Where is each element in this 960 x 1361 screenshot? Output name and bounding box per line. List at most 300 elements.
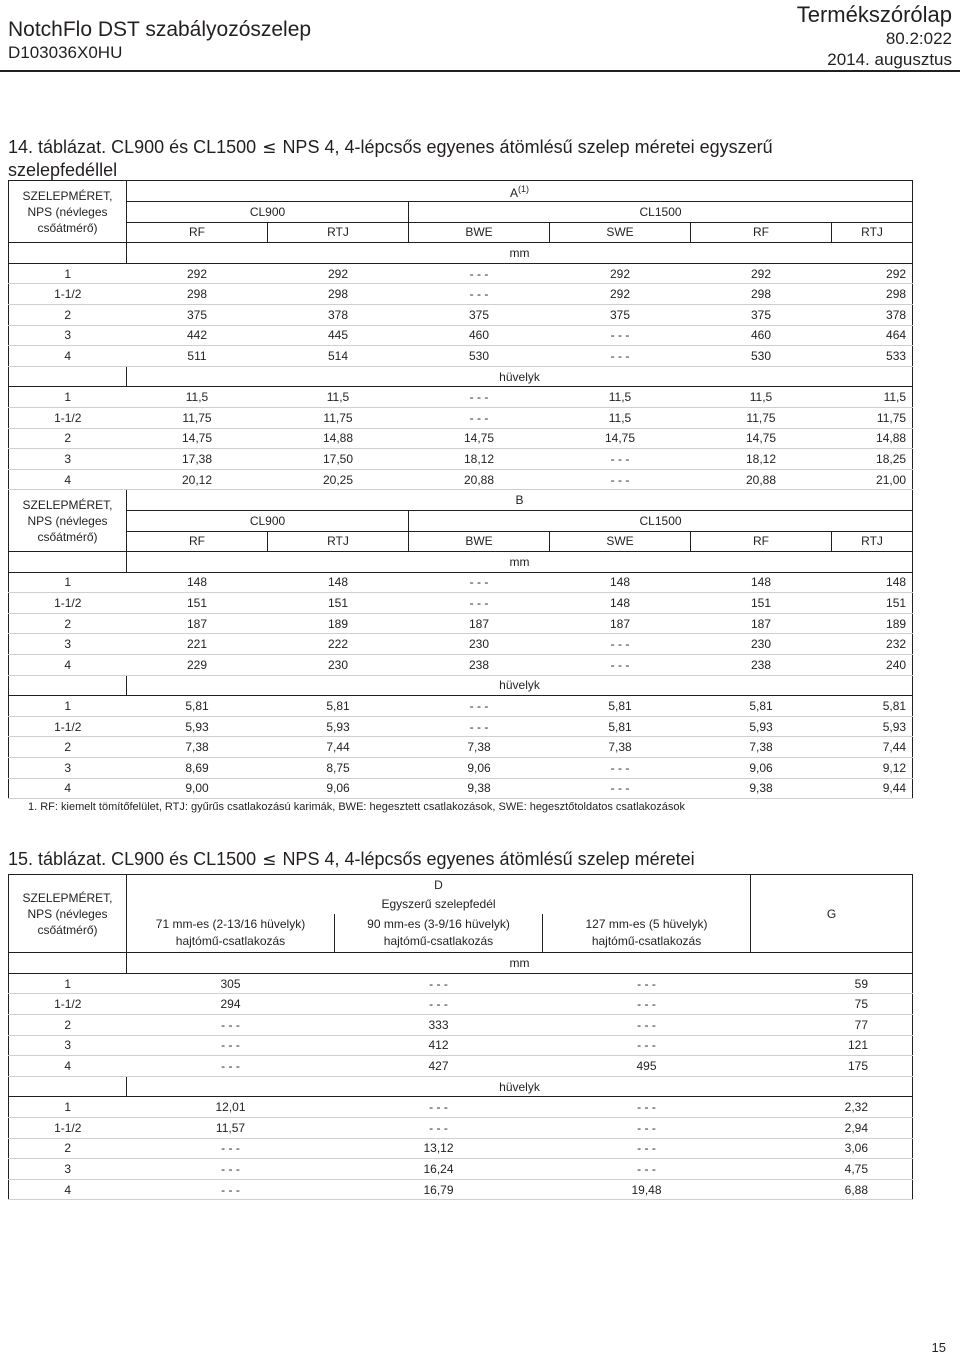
column-header-rf: RF (691, 531, 832, 552)
value-cell: 13,12 (335, 1138, 543, 1159)
table-row (9, 325, 913, 346)
blank-cell (9, 1076, 127, 1097)
column-header-rf: RF (127, 531, 268, 552)
document-type: Termékszórólap (796, 2, 952, 27)
value-cell: 148 (550, 572, 691, 593)
value-cell: 9,06 (691, 758, 832, 779)
column-header-line: hajtómű-csatlakozás (175, 934, 286, 949)
value-cell: 189 (832, 613, 913, 634)
value-cell: 11,5 (832, 387, 913, 408)
column-header-bwe: BWE (409, 222, 550, 243)
value-cell: - - - (550, 634, 691, 655)
table-row (9, 994, 913, 1015)
less-equal-symbol: ≤ (262, 850, 277, 870)
value-cell: 20,88 (409, 469, 550, 490)
value-cell: - - - (409, 572, 550, 593)
value-cell: 4,75 (751, 1159, 913, 1180)
value-cell: 427 (335, 1056, 543, 1077)
value-cell: 298 (691, 284, 832, 305)
document-header-right (797, 2, 952, 70)
dimension-d-label: D (127, 875, 751, 895)
value-cell: - - - (543, 1159, 751, 1180)
value-cell: - - - (543, 1138, 751, 1159)
table14-caption-c: szelepfedéllel (8, 160, 118, 180)
value-cell: 533 (832, 346, 913, 367)
value-cell: 18,25 (832, 449, 913, 470)
value-cell: 298 (268, 284, 409, 305)
value-cell: 19,48 (543, 1179, 751, 1200)
table14 (8, 180, 913, 799)
table-header-row (9, 875, 913, 895)
column-header-rtj: RTJ (832, 531, 913, 552)
value-cell: 495 (543, 1056, 751, 1077)
size-cell: 4 (9, 778, 127, 799)
value-cell: 3,06 (751, 1138, 913, 1159)
table15-caption (8, 848, 695, 871)
value-cell: 292 (550, 263, 691, 284)
value-cell: 187 (691, 613, 832, 634)
value-cell: 11,5 (127, 387, 268, 408)
size-cell: 2 (9, 1014, 127, 1035)
value-cell: 378 (268, 304, 409, 325)
value-cell: 375 (127, 304, 268, 325)
unit-row (9, 1076, 913, 1097)
size-cell: 2 (9, 1138, 127, 1159)
value-cell: 14,88 (268, 428, 409, 449)
table-row (9, 655, 913, 676)
value-cell: 5,81 (691, 696, 832, 717)
size-cell: 1 (9, 263, 127, 284)
value-cell: 17,50 (268, 449, 409, 470)
value-cell: 75 (751, 994, 913, 1015)
value-cell: 189 (268, 613, 409, 634)
page-number: 15 (931, 1340, 946, 1355)
value-cell: 229 (127, 655, 268, 676)
value-cell: 20,25 (268, 469, 409, 490)
value-cell: 11,5 (550, 387, 691, 408)
table-row (9, 973, 913, 994)
table-row (9, 593, 913, 614)
value-cell: 7,38 (127, 737, 268, 758)
value-cell: - - - (543, 1014, 751, 1035)
table-row (9, 634, 913, 655)
size-cell: 3 (9, 325, 127, 346)
value-cell: 14,75 (691, 428, 832, 449)
table-row (9, 1097, 913, 1118)
class-cl900-label: CL900 (127, 202, 409, 223)
value-cell: 230 (691, 634, 832, 655)
value-cell: 59 (751, 973, 913, 994)
value-cell: - - - (550, 325, 691, 346)
value-cell: 292 (691, 263, 832, 284)
dimension-label: B (127, 490, 913, 510)
size-cell: 2 (9, 737, 127, 758)
value-cell: 9,38 (691, 778, 832, 799)
value-cell: 148 (127, 572, 268, 593)
table-row (9, 1138, 913, 1159)
value-cell: - - - (409, 716, 550, 737)
value-cell: 175 (751, 1056, 913, 1077)
value-cell: - - - (550, 778, 691, 799)
value-cell: 11,5 (268, 387, 409, 408)
size-cell: 1-1/2 (9, 593, 127, 614)
value-cell: 305 (127, 973, 335, 994)
value-cell: 292 (550, 284, 691, 305)
bonnet-label: Egyszerű szelepfedél (127, 895, 751, 915)
table-row (9, 1056, 913, 1077)
size-cell: 1-1/2 (9, 716, 127, 737)
value-cell: 292 (832, 263, 913, 284)
value-cell: - - - (335, 973, 543, 994)
document-number: 80.2:022 (885, 29, 952, 48)
blank-cell (9, 675, 127, 696)
size-cell: 1-1/2 (9, 1117, 127, 1138)
value-cell: 221 (127, 634, 268, 655)
table-header-row (9, 490, 913, 510)
size-cell: 2 (9, 428, 127, 449)
value-cell: - - - (127, 1014, 335, 1035)
value-cell: 14,75 (127, 428, 268, 449)
value-cell: 11,5 (550, 407, 691, 428)
table-row (9, 1179, 913, 1200)
table-row (9, 1014, 913, 1035)
document-id: D103036X0HU (8, 43, 123, 62)
value-cell: 151 (691, 593, 832, 614)
table-class-row (9, 510, 913, 531)
value-cell: 375 (691, 304, 832, 325)
value-cell: 230 (268, 655, 409, 676)
table-row (9, 758, 913, 779)
value-cell: - - - (409, 696, 550, 717)
size-header: SZELEPMÉRET, NPS (névleges csőátmérő) (9, 490, 127, 551)
table-header-row (9, 181, 913, 202)
size-cell: 1-1/2 (9, 284, 127, 305)
value-cell: - - - (409, 407, 550, 428)
value-cell: 5,93 (268, 716, 409, 737)
value-cell: 240 (832, 655, 913, 676)
value-cell: 18,12 (409, 449, 550, 470)
table15-caption-a: 15. táblázat. CL900 és CL1500 (8, 849, 257, 869)
value-cell: 333 (335, 1014, 543, 1035)
column-header-rtj: RTJ (268, 222, 409, 243)
value-cell: 148 (268, 572, 409, 593)
table-row (9, 1117, 913, 1138)
unit-inch-label: hüvelyk (127, 675, 913, 696)
value-cell: 464 (832, 325, 913, 346)
value-cell: 9,44 (832, 778, 913, 799)
value-cell: 238 (409, 655, 550, 676)
value-cell: 7,44 (268, 737, 409, 758)
column-header-actuator-3 (543, 914, 751, 953)
column-header-swe: SWE (550, 222, 691, 243)
table-class-row (9, 202, 913, 223)
value-cell: - - - (409, 263, 550, 284)
value-cell: 238 (691, 655, 832, 676)
value-cell: 9,06 (409, 758, 550, 779)
column-header-line: 71 mm-es (2-13/16 hüvelyk) (155, 917, 306, 932)
value-cell: 151 (268, 593, 409, 614)
value-cell: - - - (543, 973, 751, 994)
size-cell: 1 (9, 1097, 127, 1118)
table-row (9, 428, 913, 449)
size-cell: 1 (9, 973, 127, 994)
value-cell: 298 (127, 284, 268, 305)
column-header-actuator-2 (335, 914, 543, 953)
value-cell: 121 (751, 1035, 913, 1056)
size-cell: 2 (9, 613, 127, 634)
unit-row (9, 953, 913, 974)
dimension-g-label: G (751, 875, 913, 953)
table-row (9, 346, 913, 367)
size-cell: 3 (9, 758, 127, 779)
size-cell: 1-1/2 (9, 407, 127, 428)
value-cell: 187 (409, 613, 550, 634)
value-cell: 11,75 (691, 407, 832, 428)
value-cell: 5,81 (127, 696, 268, 717)
value-cell: 460 (691, 325, 832, 346)
table-row (9, 284, 913, 305)
value-cell: - - - (409, 284, 550, 305)
blank-cell (9, 366, 127, 387)
value-cell: 5,93 (832, 716, 913, 737)
column-header-line: hajtómű-csatlakozás (383, 934, 494, 949)
value-cell: 148 (550, 593, 691, 614)
table-row (9, 737, 913, 758)
table-row (9, 572, 913, 593)
value-cell: 11,75 (127, 407, 268, 428)
column-header-swe: SWE (550, 531, 691, 552)
value-cell: 5,81 (550, 716, 691, 737)
table-row (9, 469, 913, 490)
value-cell: 460 (409, 325, 550, 346)
table-column-row (9, 222, 913, 243)
value-cell: 16,79 (335, 1179, 543, 1200)
document-date: 2014. augusztus (827, 50, 952, 69)
column-header-actuator-1 (127, 914, 335, 953)
value-cell: 151 (127, 593, 268, 614)
table-row (9, 1035, 913, 1056)
value-cell: 18,12 (691, 449, 832, 470)
value-cell: 9,00 (127, 778, 268, 799)
value-cell: 9,38 (409, 778, 550, 799)
value-cell: - - - (409, 387, 550, 408)
value-cell: 375 (409, 304, 550, 325)
column-header-rf: RF (691, 222, 832, 243)
class-cl1500-label: CL1500 (409, 510, 913, 531)
table-row (9, 613, 913, 634)
value-cell: 5,81 (832, 696, 913, 717)
value-cell: - - - (550, 758, 691, 779)
value-cell: 20,12 (127, 469, 268, 490)
value-cell: 222 (268, 634, 409, 655)
value-cell: 375 (550, 304, 691, 325)
unit-row (9, 243, 913, 264)
value-cell: 187 (127, 613, 268, 634)
table14-caption-a: 14. táblázat. CL900 és CL1500 (8, 137, 257, 157)
column-header-line: hajtómű-csatlakozás (591, 934, 702, 949)
table-row (9, 778, 913, 799)
value-cell: - - - (543, 1117, 751, 1138)
value-cell: - - - (550, 449, 691, 470)
value-cell: 292 (127, 263, 268, 284)
class-cl1500-label: CL1500 (409, 202, 913, 223)
size-cell: 2 (9, 304, 127, 325)
blank-cell (9, 243, 127, 264)
size-cell: 3 (9, 1035, 127, 1056)
size-header: SZELEPMÉRET, NPS (névleges csőátmérő) (9, 875, 127, 953)
size-cell: 3 (9, 449, 127, 470)
unit-row (9, 675, 913, 696)
value-cell: 5,81 (550, 696, 691, 717)
unit-inch-label: hüvelyk (127, 1076, 913, 1097)
value-cell: 5,81 (268, 696, 409, 717)
size-cell: 1-1/2 (9, 994, 127, 1015)
document-header-left (8, 18, 311, 64)
table-row (9, 1159, 913, 1180)
value-cell: 9,06 (268, 778, 409, 799)
value-cell: - - - (543, 1035, 751, 1056)
column-header-rtj: RTJ (268, 531, 409, 552)
value-cell: 9,12 (832, 758, 913, 779)
value-cell: 11,57 (127, 1117, 335, 1138)
value-cell: 20,88 (691, 469, 832, 490)
value-cell: 294 (127, 994, 335, 1015)
value-cell: - - - (335, 994, 543, 1015)
less-equal-symbol: ≤ (262, 138, 277, 158)
product-title: NotchFlo DST szabályozószelep (8, 18, 312, 41)
column-header-line: 127 mm-es (5 hüvelyk) (585, 917, 708, 932)
table-row (9, 304, 913, 325)
value-cell: 11,75 (832, 407, 913, 428)
value-cell: 16,24 (335, 1159, 543, 1180)
value-cell: - - - (543, 1097, 751, 1118)
value-cell: 5,93 (127, 716, 268, 737)
table-row (9, 407, 913, 428)
table-row (9, 263, 913, 284)
value-cell: 530 (691, 346, 832, 367)
value-cell: 232 (832, 634, 913, 655)
blank-cell (9, 552, 127, 573)
value-cell: 151 (832, 593, 913, 614)
value-cell: 7,38 (409, 737, 550, 758)
value-cell: 378 (832, 304, 913, 325)
table14-caption (8, 136, 773, 181)
value-cell: 7,38 (691, 737, 832, 758)
value-cell: 11,75 (268, 407, 409, 428)
value-cell: - - - (335, 1117, 543, 1138)
value-cell: - - - (127, 1056, 335, 1077)
value-cell: 12,01 (127, 1097, 335, 1118)
value-cell: 445 (268, 325, 409, 346)
size-cell: 1 (9, 572, 127, 593)
size-cell: 3 (9, 1159, 127, 1180)
value-cell: 292 (268, 263, 409, 284)
value-cell: 77 (751, 1014, 913, 1035)
value-cell: 7,38 (550, 737, 691, 758)
value-cell: - - - (127, 1159, 335, 1180)
value-cell: 14,88 (832, 428, 913, 449)
size-cell: 4 (9, 1179, 127, 1200)
unit-inch-label: hüvelyk (127, 366, 913, 387)
value-cell: 14,75 (409, 428, 550, 449)
value-cell: - - - (409, 593, 550, 614)
value-cell: 14,75 (550, 428, 691, 449)
table15 (8, 874, 913, 1200)
size-cell: 1 (9, 696, 127, 717)
value-cell: 442 (127, 325, 268, 346)
unit-mm-label: mm (127, 953, 913, 974)
value-cell: 11,5 (691, 387, 832, 408)
size-cell: 4 (9, 1056, 127, 1077)
value-cell: 230 (409, 634, 550, 655)
unit-mm-label: mm (127, 243, 913, 264)
value-cell: 148 (691, 572, 832, 593)
size-cell: 4 (9, 346, 127, 367)
value-cell: 8,69 (127, 758, 268, 779)
value-cell: 298 (832, 284, 913, 305)
size-cell: 4 (9, 469, 127, 490)
value-cell: 514 (268, 346, 409, 367)
value-cell: 6,88 (751, 1179, 913, 1200)
value-cell: 2,94 (751, 1117, 913, 1138)
table14-footnote: 1. RF: kiemelt tömítőfelület, RTJ: gyűrűs csatlakozású karimák, BWE: hegesztett csatlakozások, SWE: hegesztőtoldatos csatlakozások (28, 801, 686, 813)
value-cell: 412 (335, 1035, 543, 1056)
value-cell: - - - (335, 1097, 543, 1118)
class-cl900-label: CL900 (127, 510, 409, 531)
value-cell: 5,93 (691, 716, 832, 737)
value-cell: - - - (550, 655, 691, 676)
size-header: SZELEPMÉRET, NPS (névleges csőátmérő) (9, 181, 127, 243)
value-cell: 21,00 (832, 469, 913, 490)
value-cell: - - - (127, 1138, 335, 1159)
blank-cell (9, 953, 127, 974)
value-cell: 2,32 (751, 1097, 913, 1118)
value-cell: 17,38 (127, 449, 268, 470)
size-cell: 4 (9, 655, 127, 676)
table14-caption-b: NPS 4, 4-lépcsős egyenes átömlésű szelep méretei egyszerű (282, 137, 773, 157)
table-row (9, 696, 913, 717)
table15-caption-b: NPS 4, 4-lépcsős egyenes átömlésű szelep méretei (282, 849, 695, 869)
value-cell: 530 (409, 346, 550, 367)
value-cell: 511 (127, 346, 268, 367)
column-header-line: 90 mm-es (3-9/16 hüvelyk) (367, 917, 510, 932)
value-cell: 148 (832, 572, 913, 593)
size-cell: 3 (9, 634, 127, 655)
value-cell: - - - (543, 994, 751, 1015)
header-rule (0, 70, 960, 72)
table-row (9, 716, 913, 737)
value-cell: 187 (550, 613, 691, 634)
unit-row (9, 366, 913, 387)
unit-row (9, 552, 913, 573)
value-cell: - - - (550, 469, 691, 490)
column-header-rf: RF (127, 222, 268, 243)
footnote-marker: (1) (518, 184, 530, 194)
size-cell: 1 (9, 387, 127, 408)
value-cell: 7,44 (832, 737, 913, 758)
column-header-bwe: BWE (409, 531, 550, 552)
value-cell: - - - (127, 1179, 335, 1200)
table-row (9, 387, 913, 408)
column-header-rtj: RTJ (832, 222, 913, 243)
value-cell: 8,75 (268, 758, 409, 779)
value-cell: - - - (127, 1035, 335, 1056)
table-column-row (9, 531, 913, 552)
value-cell: - - - (550, 346, 691, 367)
unit-mm-label: mm (127, 552, 913, 573)
dimension-label: $A^{(1)}$ (127, 181, 913, 202)
table-row (9, 449, 913, 470)
